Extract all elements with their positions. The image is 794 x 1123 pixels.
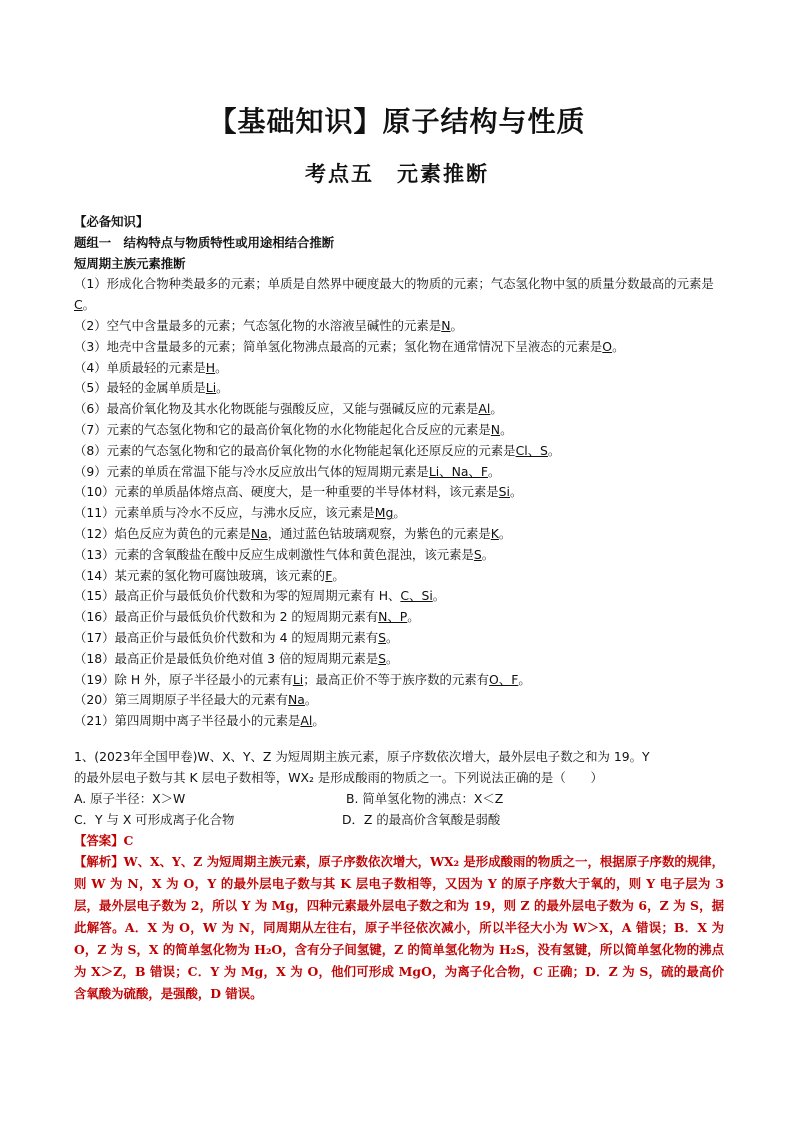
- item-text: （4）单质最轻的元素是: [74, 359, 206, 375]
- item-text: （14）某元素的氢化物可腐蚀玻璃，该元素的: [74, 567, 326, 583]
- answer-blank: Cl、S: [515, 442, 548, 458]
- item-text: （21）第四周期中离子半径最小的元素是: [74, 713, 301, 729]
- knowledge-item: [74, 378, 724, 399]
- item-text: （19）除 H 外，原子半径最小的元素有: [74, 671, 293, 687]
- item-text: 。: [393, 505, 406, 521]
- knowledge-item: [74, 274, 724, 316]
- option-d: D．Z 的最高价含氧酸是弱酸: [342, 811, 501, 827]
- subgroup-label: 短周期主族元素推断: [74, 255, 186, 271]
- knowledge-item: [74, 607, 724, 628]
- item-text: 。: [498, 525, 512, 541]
- answer-blank: Si: [498, 484, 510, 500]
- item-text: （6）最高价氧化物及其水化物既能与强酸反应，又能与强碱反应的元素是: [74, 401, 479, 417]
- item-text: ，通过蓝色钴玻璃观察，为紫色的元素是: [267, 525, 491, 541]
- item-text: 。: [490, 401, 503, 417]
- item-text: （1）形成化合物种类最多的元素；单质是自然界中硬度最大的物质的元素；气态氢化物中氢的质量分数最高的元素是: [74, 276, 714, 292]
- page-subtitle: 考点五 元素推断: [305, 162, 489, 186]
- knowledge-item: [74, 649, 724, 670]
- item-text: （17）最高正价与最低负价代数和为 4 的短周期元素有: [74, 629, 379, 645]
- knowledge-item: [74, 462, 724, 483]
- answer-blank: C、Si: [400, 588, 433, 604]
- answer-blank: O、F: [489, 671, 519, 687]
- knowledge-item: [74, 399, 724, 420]
- knowledge-item: [74, 524, 724, 545]
- item-text: 。: [386, 650, 399, 666]
- item-text: （5）最轻的金属单质是: [74, 380, 206, 396]
- item-text: （13）元素的含氧酸盐在酸中反应生成刺激性气体和黄色混浊，该元素是: [74, 546, 474, 562]
- item-text: （18）最高正价是最低负价绝对值 3 倍的短周期元素是: [74, 650, 379, 666]
- section-label: 【必备知识】: [74, 214, 149, 229]
- item-text: （12）焰色反应为黄色的元素是: [74, 525, 251, 541]
- knowledge-item: [74, 503, 724, 524]
- group-label: 题组一 结构特点与物质特性或用途相结合推断: [74, 234, 335, 250]
- answer-blank: Al: [478, 401, 491, 417]
- answer-blank: H: [205, 359, 216, 375]
- question-stem-line2: 的最外层电子数与其 K 层电子数相等，WX₂ 是形成酸雨的物质之一。下列说法正确的是（ ）: [74, 769, 603, 785]
- item-text: （7）元素的气态氢化物和它的最高价氧化物的水化物能起化合反应的元素是: [74, 421, 491, 437]
- item-text: ；最高正价不等于族序数的元素有: [303, 671, 490, 687]
- knowledge-item: [74, 670, 724, 691]
- item-text: （9）元素的单质在常温下能与冷水反应放出气体的短周期元素是: [74, 463, 429, 479]
- knowledge-item: [74, 420, 724, 441]
- answer-blank: S: [378, 629, 386, 645]
- answer-blank: S: [378, 650, 386, 666]
- answer-blank: N: [490, 421, 501, 437]
- item-text: 。: [450, 317, 463, 333]
- knowledge-item: [74, 711, 724, 732]
- item-text: 。: [332, 567, 345, 583]
- item-text: （20）第三周期原子半径最大的元素有: [74, 692, 289, 708]
- item-text: 。: [509, 484, 523, 500]
- answer-blank: Na: [288, 692, 305, 708]
- answer-blank: Na: [250, 525, 268, 541]
- item-text: 。: [82, 297, 96, 313]
- item-text: （2）空气中含量最多的元素；气态氢化物的水溶液呈碱性的元素是: [74, 317, 442, 333]
- knowledge-item: [74, 482, 724, 503]
- answer-blank: O: [602, 338, 613, 354]
- answer-blank: S: [473, 546, 482, 562]
- knowledge-item: [74, 545, 724, 566]
- knowledge-item: [74, 316, 724, 337]
- item-text: 。: [407, 609, 420, 625]
- answer-blank: N: [441, 317, 451, 333]
- item-text: 。: [518, 671, 531, 687]
- knowledge-item: [74, 628, 724, 649]
- content-body: [74, 212, 724, 1005]
- page-title: 【基础知识】原子结构与性质: [208, 105, 586, 138]
- item-text: （11）元素单质与冷水不反应，与沸水反应，该元素是: [74, 505, 375, 521]
- option-b: B. 简单氢化物的沸点：X＜Z: [346, 790, 504, 806]
- item-text: 。: [432, 588, 446, 604]
- item-text: 。: [386, 629, 399, 645]
- question-options: [74, 788, 724, 830]
- item-text: 。: [216, 380, 229, 396]
- knowledge-item: [74, 337, 724, 358]
- knowledge-list: [74, 274, 724, 732]
- item-text: 。: [547, 442, 561, 458]
- answer-blank: Li: [292, 671, 304, 687]
- answer-blank: Al: [300, 713, 313, 729]
- option-c: C．Y 与 X 可形成离子化合物: [74, 811, 235, 827]
- analysis-text: 【解析】W、X、Y、Z 为短周期主族元素，原子序数依次增大，WX₂ 是形成酸雨的物质之一，根据原子序数的规律，则 W 为 N，X 为 O，Y 的最外层电子数与其 K 层电子数相等，又因为 Y 的原子序数大于氧的，则 Y 电子层为 3 层，最外层电子数为 2，所以 Y 为 Mg，四种元素最外层电子数之和为 19，则 Z 的最外层电子数为 6，Z 为 S，据此解答。A．X 为 O，W 为 N，同周期从左往右，原子半径依次减小，所以半径大小为 W＞X，A 错误；B．X 为 O，Z 为 S，X 的简单氢化物为 H₂O，含有分子间氢键，Z 的简单氢化物为 H₂S，没有氢键，所以简单氢化物的沸点为 X＞Z，B 错误；C．Y 为 Mg，X 为 O，他们可形成 MgO，为离子化合物，C 正确；D．Z 为 S，硫的最高价含氧酸为硫酸，是强酸，D 错误。: [74, 853, 724, 1001]
- item-text: （15）最高正价与最低负价代数和为零的短周期元素有 H、: [74, 588, 401, 604]
- item-text: 。: [612, 338, 625, 354]
- option-a: A. 原子半径：X＞W: [74, 790, 186, 806]
- answer-label: 【答案】C: [74, 832, 134, 848]
- knowledge-item: [74, 586, 724, 607]
- knowledge-item: [74, 566, 724, 587]
- answer-blank: K: [490, 525, 499, 541]
- question-stem-line1: 1、(2023年全国甲卷)W、X、Y、Z 为短周期主族元素，原子序数依次增大，最外层电子数之和为 19。Y: [74, 748, 650, 764]
- item-text: 。: [487, 463, 501, 479]
- answer-blank: F: [325, 567, 333, 583]
- item-text: （3）地壳中含量最多的元素；简单氢化物沸点最高的元素；氢化物在通常情况下呈液态的元素是: [74, 338, 603, 354]
- item-text: （10）元素的单质晶体熔点高、硬度大，是一种重要的半导体材料，该元素是: [74, 484, 499, 500]
- item-text: （8）元素的气态氢化物和它的最高价氧化物的水化物能起氧化还原反应的元素是: [74, 442, 516, 458]
- item-text: 。: [500, 421, 513, 437]
- answer-blank: Li、Na、F: [428, 463, 488, 479]
- knowledge-item: [74, 358, 724, 379]
- item-text: 。: [215, 359, 228, 375]
- answer-blank: C: [74, 297, 83, 313]
- item-text: 。: [304, 692, 318, 708]
- item-text: 。: [312, 713, 325, 729]
- question-block: [74, 746, 724, 1005]
- answer-blank: N、P: [378, 609, 408, 625]
- item-text: 。: [481, 546, 495, 562]
- answer-blank: Li: [205, 380, 217, 396]
- knowledge-item: [74, 690, 724, 711]
- item-text: （16）最高正价与最低负价代数和为 2 的短周期元素有: [74, 609, 379, 625]
- knowledge-item: [74, 441, 724, 462]
- answer-blank: Mg: [374, 505, 394, 521]
